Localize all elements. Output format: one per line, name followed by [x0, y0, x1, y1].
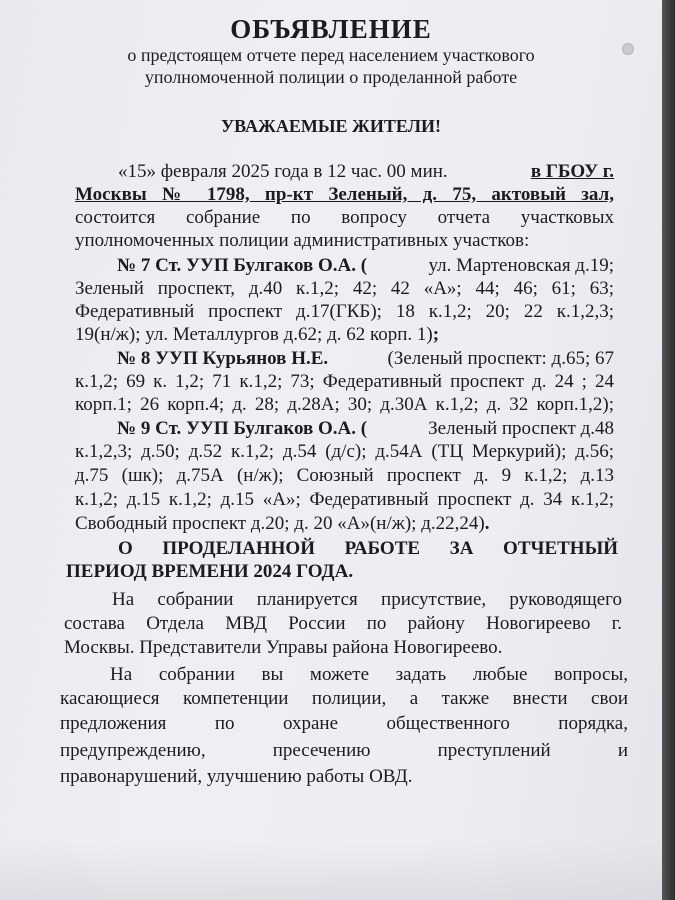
district-9-line-5 — [75, 513, 489, 535]
meeting-date: «15» февраля 2025 года в 12 час. 00 мин. — [118, 161, 448, 182]
intro-line-1 — [118, 161, 614, 183]
district-7-line-4-text: 19(н/ж); ул. Металлургов д.62; д. 62 корп. 1) — [75, 324, 433, 345]
district-7-line-3: Федеративный проспект д.17(ГКБ); 18 к.1,2; 20; 22 к.1,2,3; — [75, 301, 614, 322]
paragraph-1-line-1: На собрании планируется присутствие, руководящего — [112, 589, 622, 610]
district-8-line-2: к.1,2; 69 к. 1,2; 71 к.1,2; 73; Федеративный проспект д. 24 ; 24 — [75, 371, 614, 392]
paragraph-2-line-3: предложения по охране общественного порядка, — [60, 713, 628, 734]
paragraph-2-line-5: правонарушений, улучшению работы ОВД. — [60, 766, 413, 787]
district-9-officer: № 9 Ст. УУП Булгаков О.А. ( — [117, 418, 368, 439]
paragraph-1-line-3: Москвы. Представители Управы района Новогиреево. — [64, 637, 503, 658]
district-9-line-1 — [117, 418, 614, 440]
district-9-line-3: д.75 (шк); д.75А (н/ж); Союзный проспект д. 9 к.1,2; д.13 — [75, 465, 614, 486]
district-9-first-address: Зеленый проспект д.48 — [428, 418, 614, 439]
intro-line-3: состоится собрание по вопросу отчета участковых — [75, 207, 614, 228]
district-8-officer: № 8 УУП Курьянов Н.Е. — [117, 348, 329, 369]
district-8-line-1 — [117, 348, 614, 370]
district-9-line-4: к.1,2; д.15 к.1,2; д.15 «А»; Федеративный проспект д. 34 к.1,2; — [75, 489, 614, 510]
district-7-line-1 — [117, 255, 614, 277]
district-9-line-2: к.1,2,3; д.50; д.52 к.1,2; д.54 (д/с); д.54А (ТЦ Меркурий); д.56; — [75, 441, 614, 462]
paragraph-2-line-1: На собрании вы можете задать любые вопросы, — [110, 664, 628, 685]
district-7-end: ; — [432, 324, 440, 345]
district-8-line-3: корп.1; 26 корп.4; д. 28; д.28А; 30; д.30А к.1,2; д. 32 корп.1,2); — [75, 394, 614, 415]
report-heading-line-1: О ПРОДЕЛАННОЙ РАБОТЕ ЗА ОТЧЕТНЫЙ — [118, 538, 618, 559]
district-7-line-2: Зеленый проспект, д.40 к.1,2; 42; 42 «А»; 44; 46; 61; 63; — [75, 278, 614, 299]
notice-subtitle-line-2: уполномоченной полиции о проделанной работе — [144, 67, 518, 87]
notice-title: ОБЪЯВЛЕНИЕ — [230, 14, 432, 44]
paper-bottom-shading — [0, 840, 662, 900]
district-8-first-address: (Зеленый проспект: д.65; 67 — [387, 348, 614, 369]
report-heading-line-2: ПЕРИОД ВРЕМЕНИ 2024 ГОДА. — [66, 561, 354, 582]
background-edge — [662, 0, 675, 900]
paragraph-1-line-2: состава Отдела МВД России по району Новогиреево г. — [64, 613, 622, 634]
notice-subtitle-line-1: о предстоящем отчете перед населением участкового — [127, 45, 535, 65]
venue-part-2: Москвы № 1798, пр-кт Зеленый, д. 75, актовый зал, — [75, 184, 614, 205]
district-7-first-address: ул. Мартеновская д.19; — [428, 255, 614, 276]
greeting: УВАЖАЕМЫЕ ЖИТЕЛИ! — [220, 116, 442, 136]
district-9-end: . — [484, 513, 490, 534]
intro-line-4: уполномоченных полиции административных участков: — [75, 230, 530, 251]
paragraph-2-line-2: касающиеся компетенции полиции, а также внести свои — [60, 688, 628, 709]
venue-part-1: в ГБОУ г. — [530, 161, 614, 182]
paragraph-2-line-4: предупреждению, пресечению преступлений и — [60, 740, 628, 761]
district-7-line-4 — [75, 324, 439, 346]
district-7-officer: № 7 Ст. УУП Булгаков О.А. ( — [117, 255, 368, 276]
district-9-line-5-text: Свободный проспект д.20; д. 20 «А»(н/ж); д.22,24) — [75, 513, 485, 534]
